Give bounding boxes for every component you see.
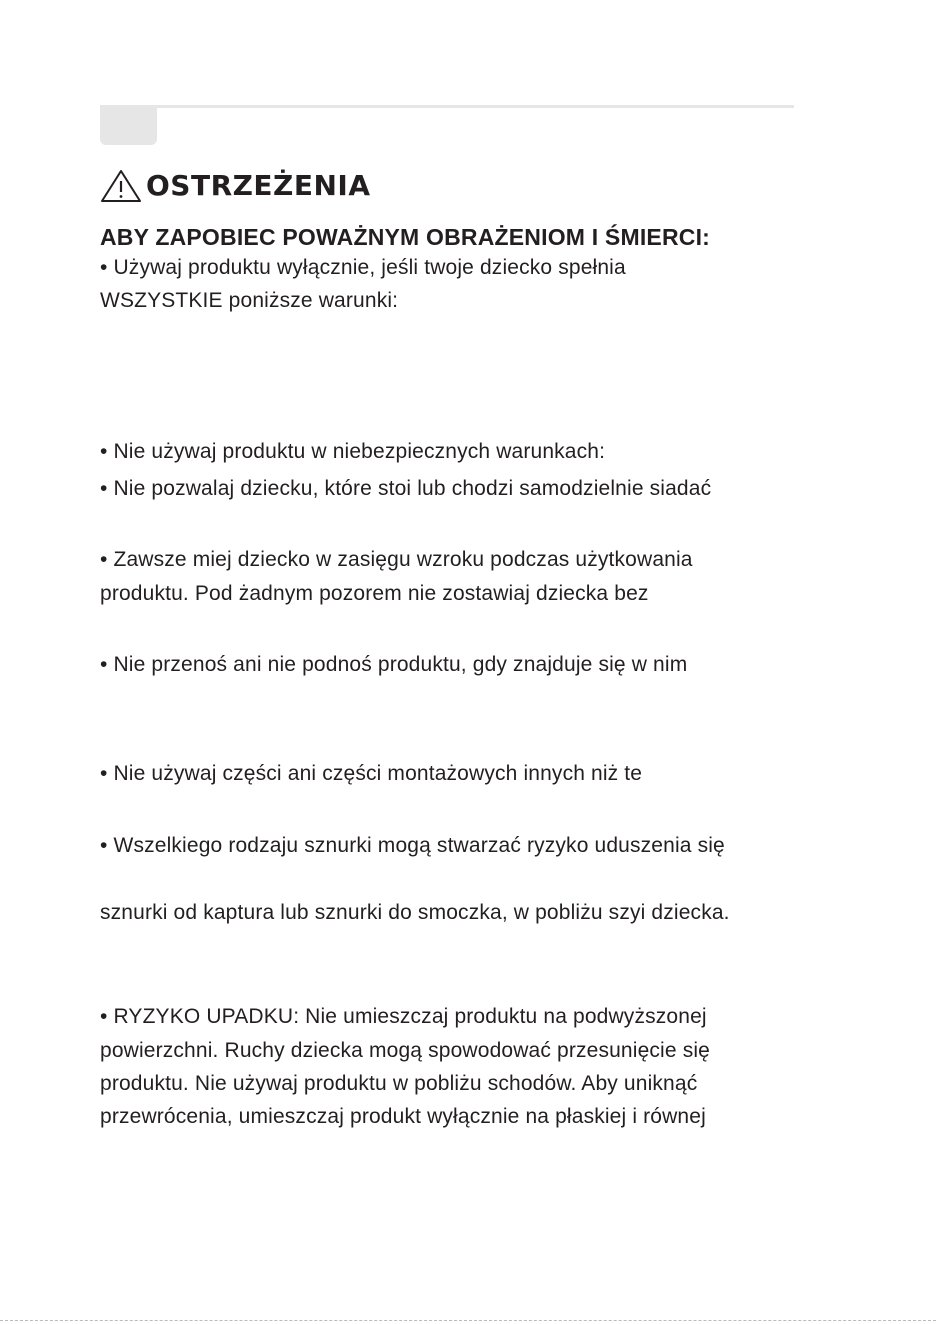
text-line: produktu. Pod żadnym pozorem nie zostawiaj dziecka bez: [100, 582, 649, 605]
text-line: • Nie używaj części ani części montażowych innych niż te: [100, 762, 643, 785]
text-line: • Nie pozwalaj dziecku, które stoi lub chodzi samodzielnie siadać: [100, 477, 712, 500]
text-line: WSZYSTKIE poniższe warunki:: [100, 289, 399, 312]
text-line: • Wszelkiego rodzaju sznurki mogą stwarzać ryzyko uduszenia się: [100, 834, 725, 857]
warning-triangle-icon: [100, 169, 142, 203]
text-line: powierzchni. Ruchy dziecka mogą spowodować przesunięcie się: [100, 1039, 710, 1062]
header-rule: [100, 105, 794, 108]
page-bottom-rule: [0, 1320, 936, 1321]
text-line: sznurki od kaptura lub sznurki do smoczka, w pobliżu szyi dziecka.: [100, 901, 730, 924]
text-line: produktu. Nie używaj produktu w pobliżu schodów. Aby uniknąć: [100, 1072, 698, 1095]
text-line: • Nie przenoś ani nie podnoś produktu, gdy znajduje się w nim: [100, 653, 688, 676]
warning-subheading: ABY ZAPOBIEC POWAŻNYM OBRAŻENIOM I ŚMIERCI:: [100, 224, 711, 250]
warning-title: OSTRZEŻENIA: [146, 169, 371, 202]
warning-heading: [100, 168, 371, 204]
text-line: przewrócenia, umieszczaj produkt wyłącznie na płaskiej i równej: [100, 1105, 706, 1128]
text-line: • Zawsze miej dziecko w zasięgu wzroku podczas użytkowania: [100, 548, 693, 571]
text-line: • Nie używaj produktu w niebezpiecznych warunkach:: [100, 440, 606, 463]
text-line: • Używaj produktu wyłącznie, jeśli twoje dziecko spełnia: [100, 256, 626, 279]
text-line: • RYZYKO UPADKU: Nie umieszczaj produktu na podwyższonej: [100, 1005, 707, 1028]
page-tab-marker: [100, 108, 157, 145]
